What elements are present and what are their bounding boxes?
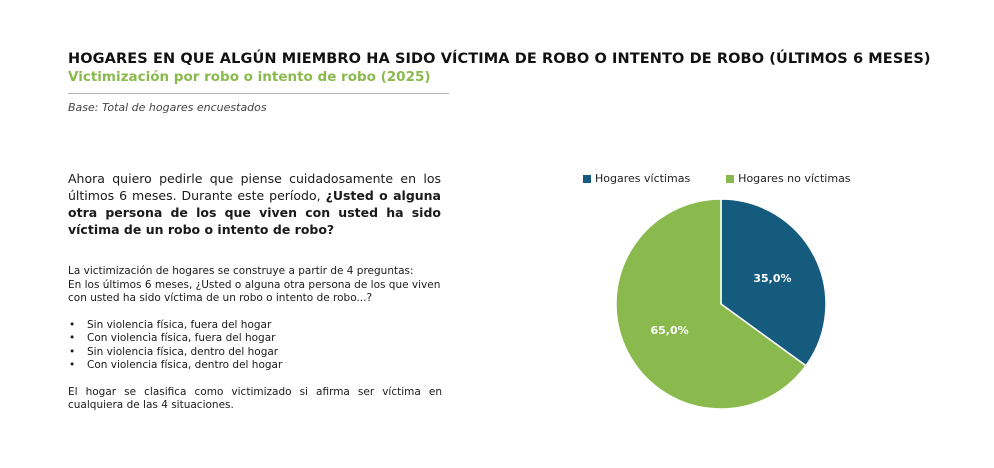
legend-label-no-victimas: Hogares no víctimas (738, 172, 851, 185)
methodology-subquestion: En los últimos 6 meses, ¿Usted o alguna otra persona de los que viven con usted ha sido víctima de un robo o intento de robo...? (68, 278, 441, 304)
list-item: • Sin violencia física, dentro del hogar (82, 346, 442, 360)
methodology-lead: La victimización de hogares se construye a partir de 4 preguntas: (68, 265, 414, 277)
pie-label-victimas: 35,0% (753, 271, 792, 285)
base-note: Base: Total de hogares encuestados (68, 101, 267, 114)
legend-label-victimas: Hogares víctimas (595, 172, 691, 185)
question-intro: Ahora quiero pedirle que piense cuidadosamente en los últimos 6 meses. Durante este período, (68, 171, 441, 203)
list-item: • Con violencia física, fuera del hogar (82, 332, 442, 346)
list-item: • Con violencia física, dentro del hogar (82, 359, 442, 373)
question-bold: ¿Usted o alguna otra persona de los que viven con usted ha sido víctima de un robo o intento de robo? (68, 188, 441, 237)
list-item: • Sin violencia física, fuera del hogar (82, 319, 442, 333)
pie-label-no-victimas: 65,0% (650, 324, 689, 338)
chart-subtitle: Victimización por robo o intento de robo (2025) (68, 69, 431, 85)
classification-note: El hogar se clasifica como victimizado si afirma ser víctima en cualquiera de las 4 situaciones. (68, 385, 442, 411)
chart-title: HOGARES EN QUE ALGÚN MIEMBRO HA SIDO VÍCTIMA DE ROBO O INTENTO DE ROBO (ÚLTIMOS 6 MESES) (68, 51, 931, 67)
